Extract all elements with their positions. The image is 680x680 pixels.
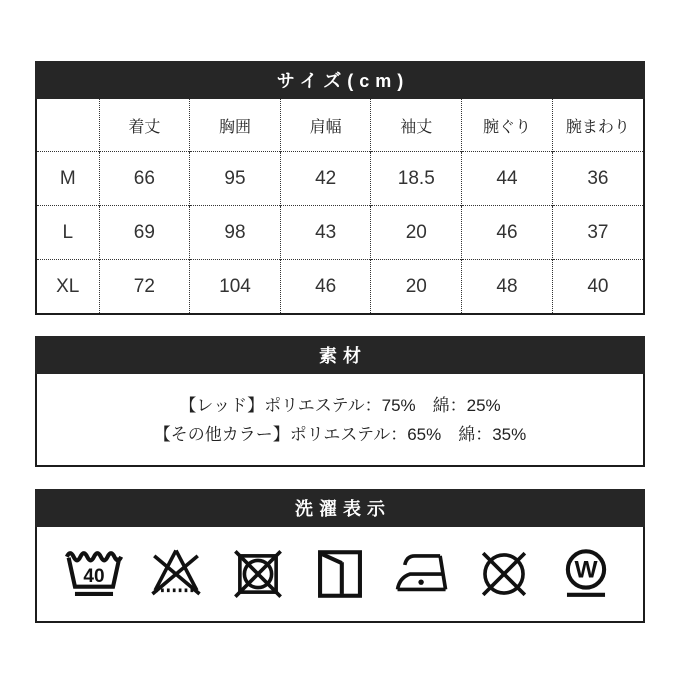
svg-text:W: W [574,556,598,584]
size-table-header-row [37,99,643,152]
cell-value: 72 [99,260,190,314]
column-header-arm-width: 腕まわり [552,99,643,152]
wash-care-section [35,489,645,623]
cell-value: 20 [371,260,462,314]
cell-value: 42 [280,152,371,206]
wash-care-icons [35,527,645,623]
cell-value: 48 [462,260,553,314]
cell-value: 104 [190,260,281,314]
column-header-sleeve: 袖丈 [371,99,462,152]
material-section-title: 素材 [35,336,645,374]
column-header-armhole: 腕ぐり [462,99,553,152]
cell-value: 18.5 [371,152,462,206]
size-label: XL [37,260,99,314]
size-label: M [37,152,99,206]
cell-value: 36 [552,152,643,206]
column-header-chest: 胸囲 [190,99,281,152]
size-label: L [37,206,99,260]
no-tumble-dry-icon [229,545,287,603]
no-bleach-icon [147,545,205,603]
cell-value: 95 [190,152,281,206]
wet-clean-gentle-icon [557,545,615,603]
wash-care-section-title: 洗濯表示 [35,489,645,527]
material-line-red: 【レッド】ポリエステル：75% 綿：25% [179,395,501,415]
table-row-l [37,206,643,260]
column-header-body-length: 着丈 [99,99,190,152]
cell-value: 43 [280,206,371,260]
cell-value: 20 [371,206,462,260]
cell-value: 46 [462,206,553,260]
cell-value: 40 [552,260,643,314]
cell-value: 66 [99,152,190,206]
table-row-m [37,152,643,206]
cell-value: 98 [190,206,281,260]
cell-value: 69 [99,206,190,260]
column-header-shoulder: 肩幅 [280,99,371,152]
size-section [35,61,645,315]
size-table-container [35,99,645,315]
table-row-xl [37,260,643,314]
iron-low-icon [393,545,451,603]
wash-40-gentle-icon [65,545,123,603]
cell-value: 44 [462,152,553,206]
material-line-other: 【その他カラー】ポリエステル：65% 綿：35% [153,424,527,444]
size-section-title: サイズ(cm) [35,61,645,99]
cell-value: 46 [280,260,371,314]
cell-value: 37 [552,206,643,260]
material-section [35,336,645,467]
size-table [37,99,643,313]
line-dry-in-shade-icon [311,545,369,603]
column-header-blank [37,99,99,152]
material-info [35,374,645,467]
svg-text:40: 40 [83,566,105,588]
no-dry-clean-icon [475,545,533,603]
